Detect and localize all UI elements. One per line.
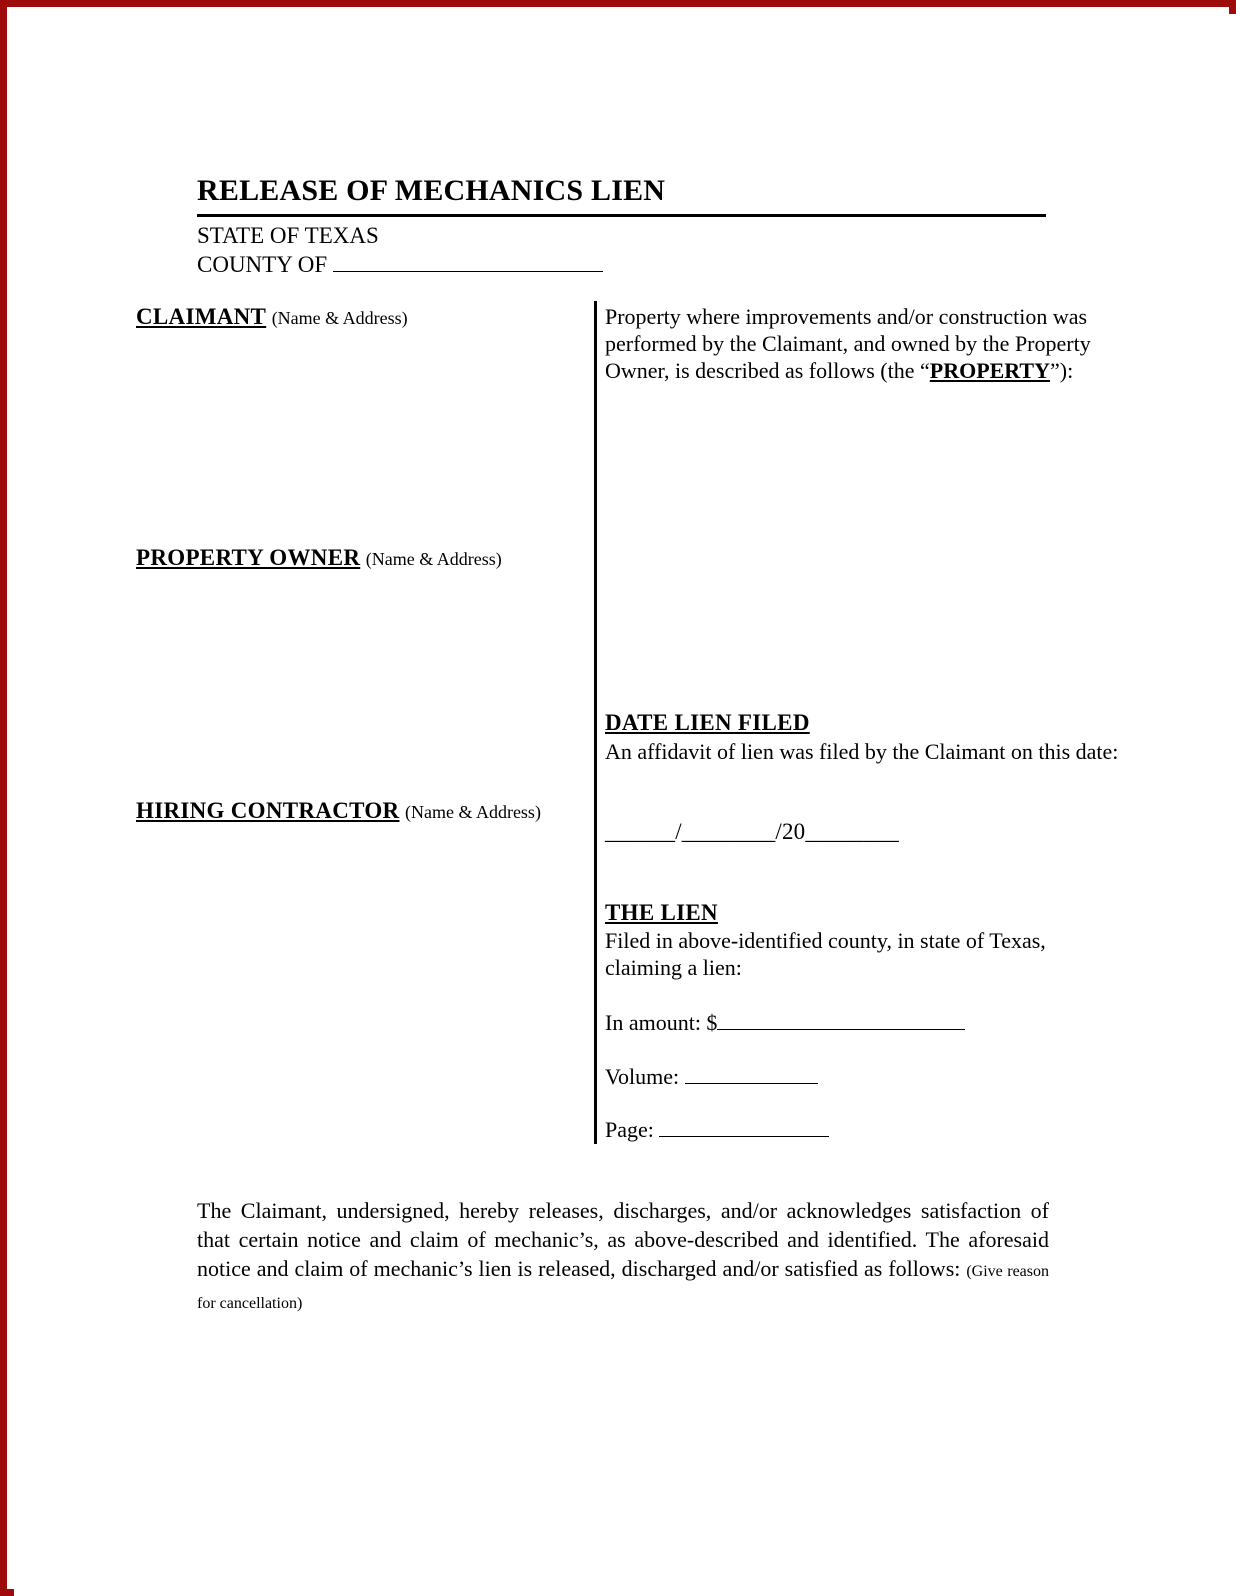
lien-page-label: Page: xyxy=(605,1117,654,1142)
hiring-contractor-field-label xyxy=(136,798,541,824)
the-lien-heading: THE LIEN xyxy=(605,900,718,925)
claimant-label-text: CLAIMANT xyxy=(136,304,267,329)
county-blank-field[interactable] xyxy=(333,253,603,272)
page-title: RELEASE OF MECHANICS LIEN xyxy=(197,174,666,207)
property-intro-text-part2: ”): xyxy=(1049,358,1074,383)
claimant-field-label xyxy=(136,304,408,330)
property-intro-text-part1: Property where improvements and/or construction was performed by the Claimant, and owned by the Property Owner, is described as follows (the “ xyxy=(605,304,1091,383)
county-line xyxy=(197,250,603,280)
claimant-label-hint: (Name & Address) xyxy=(271,308,408,328)
property-owner-label-hint: (Name & Address) xyxy=(365,549,502,569)
property-keyword: PROPERTY xyxy=(929,358,1050,383)
title-row xyxy=(197,174,1047,208)
property-owner-field-label xyxy=(136,545,502,571)
hiring-contractor-label-hint: (Name & Address) xyxy=(404,802,541,822)
date-lien-filed-heading: DATE LIEN FILED xyxy=(605,710,810,735)
lien-volume-row xyxy=(605,1064,818,1090)
document-sheet xyxy=(14,14,1236,1596)
the-lien-text: Filed in above-identified county, in state of Texas, claiming a lien: xyxy=(605,928,1046,980)
county-label: COUNTY OF xyxy=(197,252,328,277)
lien-volume-input[interactable] xyxy=(685,1065,818,1084)
lien-page-input[interactable] xyxy=(659,1118,829,1137)
lien-amount-input[interactable] xyxy=(717,1011,965,1030)
date-lien-filed-text: An affidavit of lien was filed by the Claimant on this date: xyxy=(605,739,1119,764)
closing-paragraph xyxy=(197,1196,1049,1318)
closing-paragraph-text: The Claimant, undersigned, hereby releases, discharges, and/or acknowledges satisfaction of that certain notice and claim of mechanic’s, as above-described and identified. The aforesaid notice and claim of mechanic’s lien is released, discharged and/or satisfied as follows: xyxy=(197,1198,1049,1281)
lien-volume-label: Volume: xyxy=(605,1064,680,1089)
lien-amount-label: In amount: $ xyxy=(605,1010,718,1035)
lien-amount-row xyxy=(605,1010,965,1036)
title-underline-rule xyxy=(197,214,1046,217)
lien-page-row xyxy=(605,1117,829,1143)
property-description-paragraph xyxy=(605,303,1125,384)
column-divider xyxy=(594,301,597,1144)
hiring-contractor-label-text: HIRING CONTRACTOR xyxy=(136,798,400,823)
property-owner-label-text: PROPERTY OWNER xyxy=(136,545,361,570)
date-lien-filed-input[interactable]: ______/________/20________ xyxy=(605,819,899,844)
closing-paragraph-hint: (Give reason for cancellation) xyxy=(197,1263,1049,1312)
state-line: STATE OF TEXAS xyxy=(197,223,379,248)
